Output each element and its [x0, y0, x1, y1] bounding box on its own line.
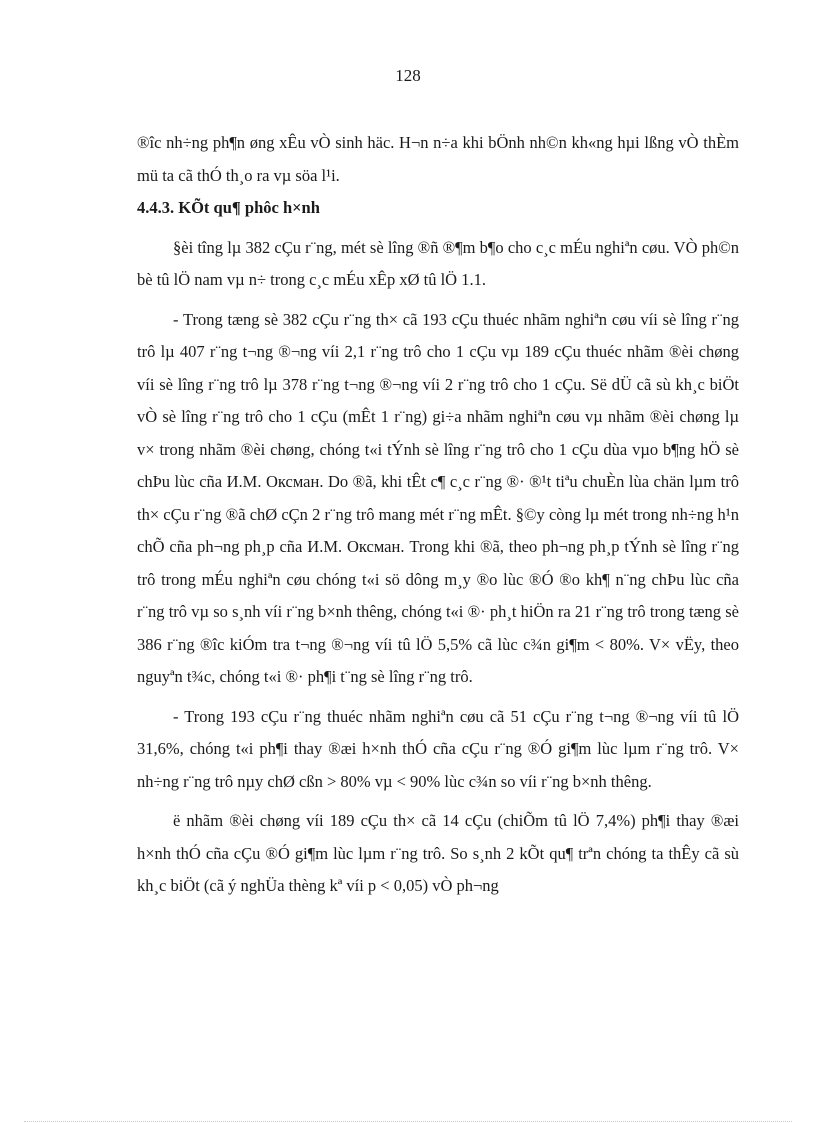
paragraph-control-group: ë nhãm ®èi chøng víi 189 cÇu th× cã 14 cÇu (chiÕm tû lÖ 7,4%) ph¶i thay ®æi h×nh thÓ cña cÇu ®Ó gi¶m lùc lµm r¨ng trô. So s¸nh 2 kÕt qu¶ trªn chóng ta thÊy cã sù kh¸c biÖt (cã ý nghÜa thèng kª víi p < 0,05) vÒ ph¬ng — [137, 811, 739, 895]
document-body — [137, 127, 739, 903]
paragraph-abutment-count: - Trong tæng sè 382 cÇu r¨ng th× cã 193 cÇu thuéc nhãm nghiªn cøu víi sè lîng r¨ng trô lµ 407 r¨ng t¬ng ®¬ng víi 2,1 r¨ng trô cho 1 cÇu vµ 189 cÇu thuéc nhãm ®èi chøng víi sè lîng r¨ng trô lµ 378 r¨ng t¬ng ®¬ng víi 2 r¨ng trô cho 1 cÇu. Së dÜ cã sù kh¸c biÖt vÒ sè lîng r¨ng trô cho 1 cÇu (mÊt 1 r¨ng) gi÷a nhãm nghiªn cøu vµ nhãm ®èi chøng lµ v× trong nhãm ®èi chøng, chóng t«i tÝnh sè lîng r¨ng trô cho 1 cÇu dùa vµo b¶ng hÖ sè chÞu lùc cña И.М. Оксман. Do ®ã, khi tÊt c¶ c¸c r¨ng ®· ®¹t tiªu chuÈn lùa chän lµm trô th× cÇu r¨ng ®ã chØ cÇn 2 r¨ng trô mang mét r¨ng mÊt. §©y còng lµ mét trong nh÷ng h¹n chÕ cña ph¬ng ph¸p cña И.М. Оксман. Trong khi ®ã, theo ph¬ng ph¸p tÝnh sè lîng r¨ng trô trong mÉu nghiªn cøu chóng t«i sö dông m¸y ®o lùc ®Ó ®o kh¶ n¨ng chÞu lùc cña r¨ng trô vµ so s¸nh víi r¨ng b×nh thêng, chóng t«i ®· ph¸t hiÖn ra 21 r¨ng trô trong tæng sè 386 r¨ng ®îc kiÓm tra t¬ng ®¬ng víi tû lÖ 5,5% cã lùc c¾n gi¶m < 80%. V× vËy, theo nguyªn t¾c, chóng t«i ®· ph¶i t¨ng sè lîng r¨ng trô. — [137, 309, 739, 686]
section-heading: 4.4.3. KÕt qu¶ phôc h×nh — [137, 198, 320, 217]
paragraph-continuation: ®îc nh÷ng ph¶n øng xÊu vÒ sinh häc. H¬n n÷a khi bÖnh nh©n kh«ng hµi lßng vÒ thÈm mü ta cã thÓ th¸o ra vµ söa l¹i. — [137, 133, 739, 185]
paragraph-subjects: §èi tîng lµ 382 cÇu r¨ng, mét sè lîng ®ñ ®¶m b¶o cho c¸c mÉu nghiªn cøu. VÒ ph©n bè tû lÖ nam vµ n÷ trong c¸c mÉu xÊp xØ tû lÖ 1.1. — [137, 237, 739, 289]
paragraph-study-group: - Trong 193 cÇu r¨ng thuéc nhãm nghiªn cøu cã 51 cÇu r¨ng t¬ng ®¬ng víi tû lÖ 31,6%, chóng t«i ph¶i thay ®æi h×nh thÓ cña cÇu r¨ng ®Ó gi¶m lùc lµm r¨ng trô. V× nh÷ng r¨ng trô nµy chØ cßn > 80% vµ < 90% lùc c¾n so víi r¨ng b×nh thêng. — [137, 706, 739, 791]
footer-divider — [24, 1121, 792, 1122]
page-number: 128 — [395, 66, 421, 85]
